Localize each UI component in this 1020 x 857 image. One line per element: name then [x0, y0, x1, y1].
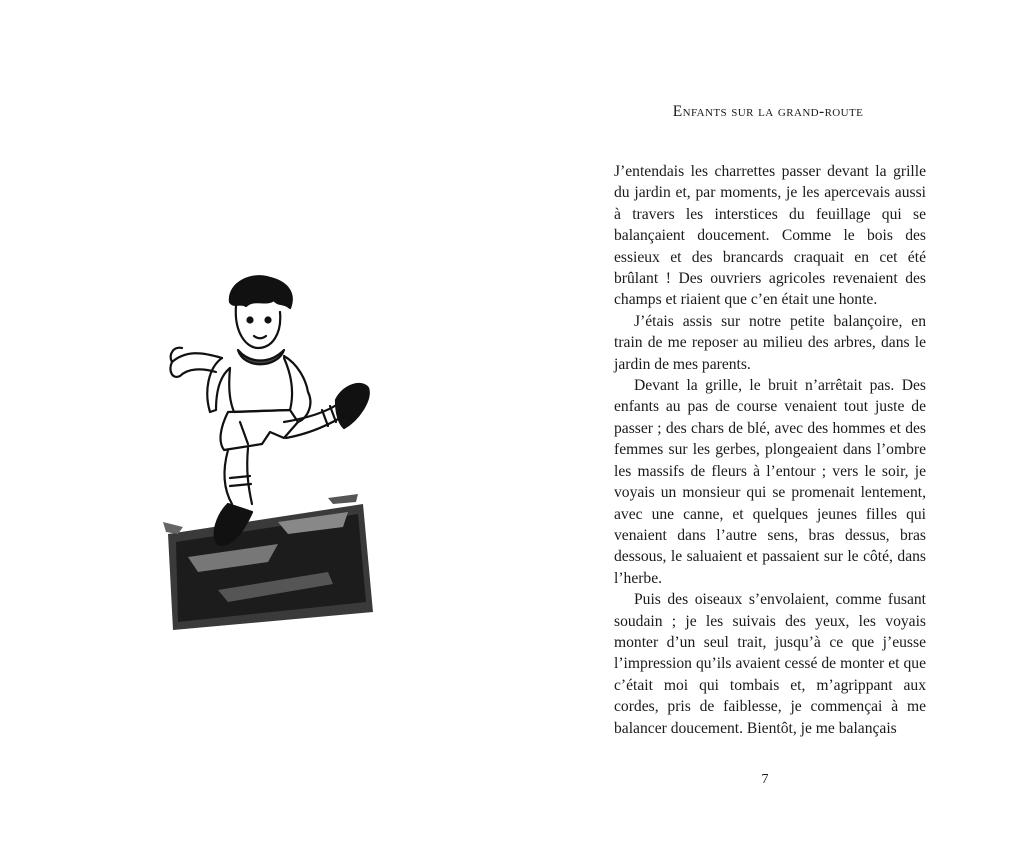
running-head: [510, 103, 1020, 121]
boy-figure: [170, 276, 368, 544]
paragraph-4: Puis des oiseaux s’envolaient, comme fusant soudain ; je les suivais des yeux, les voyais monter d’un seul trait, jusqu’à ce que j’eusse l’impression qu’ils avaient cessé de monter et que c’était moi qui tombais et, m’agrippant aux cordes, pris de faiblesse, je commençai à me balancer doucement. Bientôt, je me balançais: [614, 591, 926, 737]
right-page: [510, 0, 1020, 857]
page-number: 7: [761, 772, 769, 787]
paragraph-3: Devant la grille, le bruit n’arrêtait pas. Des enfants au pas de course venaient tout juste de passer ; des chars de blé, avec des hommes et des femmes sur les gerbes, plongeaient dans l’ombre les massifs de fleurs à l’entour ; vers le soir, je voyais un monsieur qui se promenait lentement, avec une canne, et quelques jeunes filles qui venaient dans l’autre sens, bras dessus, bras dessous, le saluaient et passaient sur le côté, dans l’herbe.: [614, 377, 926, 587]
ground-shadow: [163, 494, 373, 630]
body-text: [614, 161, 926, 739]
running-head-text: Enfants sur la grand-route: [672, 103, 864, 120]
paragraph-1: J’entendais les charrettes passer devant la grille du jardin et, par moments, je les apercevais aussi à travers les interstices du feuillage qui se balançaient doucement. Comme le bois des essieux et des brancards craquait en cet été brûlant ! Des ouvriers agricoles revenaient des champs et riaient que c’en était une honte.: [614, 163, 926, 309]
paragraph-2: J’étais assis sur notre petite balançoire, en train de me reposer au milieu des arbres, dans le jardin de mes parents.: [614, 312, 926, 373]
running-boy-illustration: [158, 272, 378, 634]
